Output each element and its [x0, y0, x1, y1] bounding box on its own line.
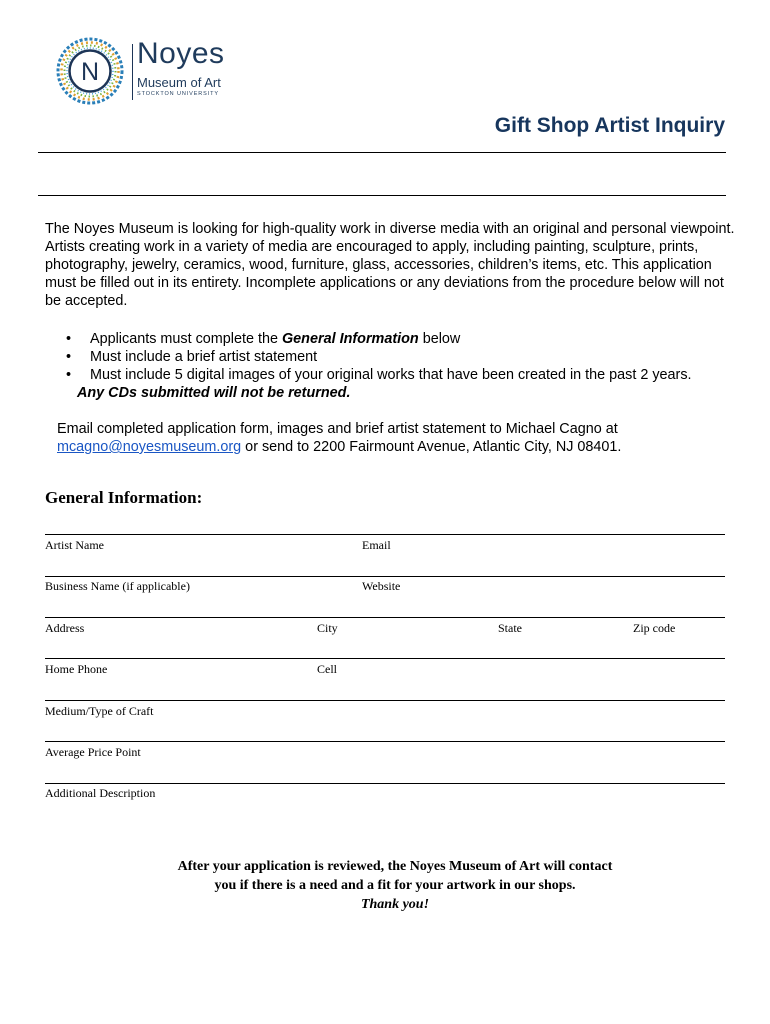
form-rule: [45, 658, 725, 659]
form-rule: [45, 741, 725, 742]
zip-label: Zip code: [633, 621, 676, 635]
bullet-icon: •: [66, 331, 72, 347]
artist-name-input[interactable]: [120, 552, 354, 576]
logo-subtitle: Museum of Art: [137, 75, 221, 90]
home-phone-label: Home Phone: [45, 662, 108, 676]
museum-logo: [55, 36, 230, 106]
website-input[interactable]: [410, 593, 724, 617]
business-name-input[interactable]: [205, 593, 354, 617]
artist-name-label: Artist Name: [45, 538, 104, 552]
list-item: [60, 348, 740, 366]
bullet-emphasis: General Information: [281, 331, 419, 347]
email-label: Email: [362, 538, 391, 552]
page-title: Gift Shop Artist Inquiry: [494, 114, 725, 137]
price-point-label: Average Price Point: [45, 745, 141, 759]
logo-university: STOCKTON UNIVERSITY: [137, 91, 219, 97]
address-label: Address: [45, 621, 85, 635]
cd-note: [60, 384, 740, 402]
closing-message: [95, 857, 695, 914]
additional-description-input[interactable]: [165, 800, 724, 824]
bullet-text: Must include a brief artist statement: [90, 349, 318, 365]
bullet-icon: •: [66, 367, 72, 383]
address-input[interactable]: [95, 634, 309, 658]
logo-ring-icon: [55, 36, 125, 106]
list-item: [60, 330, 740, 348]
city-input[interactable]: [345, 634, 494, 658]
requirements-list: [60, 330, 740, 402]
logo-letter: N: [80, 58, 100, 86]
form-rule: [45, 617, 725, 618]
form-rule: [45, 783, 725, 784]
form-rule: [45, 700, 725, 701]
intro-paragraph: The Noyes Museum is looking for high-quality work in diverse media with an original and personal viewpoint. Artists creating work in a variety of media are encouraged to apply, including painting, sculpture, prints, photography, jewelry, ceramics, wood, furniture, glass, accessories, children’s items, etc. This application must be filled out in its entirety. Incomplete applications or any deviations from the procedure below will not be accepted.: [45, 221, 735, 309]
city-label: City: [317, 621, 338, 635]
mailing-address: or send to 2200 Fairmount Avenue, Atlantic City, NJ 08401.: [241, 439, 622, 455]
email-input[interactable]: [400, 552, 724, 576]
header-rule-bottom: [38, 195, 726, 196]
header-rule-top: [38, 152, 726, 153]
closing-line: you if there is a need and a fit for your artwork in our shops.: [214, 878, 576, 893]
price-point-input[interactable]: [155, 758, 724, 782]
cd-note-text: Any CDs submitted will not be returned.: [77, 385, 351, 401]
cell-label: Cell: [317, 662, 337, 676]
home-phone-input[interactable]: [115, 675, 309, 699]
state-label: State: [498, 621, 522, 635]
email-link[interactable]: mcagno@noyesmuseum.org: [57, 439, 242, 455]
form-rule: [45, 534, 725, 535]
list-item: [60, 366, 740, 384]
closing-line: After your application is reviewed, the Noyes Museum of Art will contact: [177, 859, 613, 874]
logo-divider: [132, 44, 133, 100]
form-rule: [45, 576, 725, 577]
cell-input[interactable]: [345, 675, 724, 699]
medium-input[interactable]: [165, 717, 724, 741]
medium-label: Medium/Type of Craft: [45, 704, 154, 718]
business-name-label: Business Name (if applicable): [45, 579, 190, 593]
bullet-text: Must include 5 digital images of your original works that have been created in the past 2 years.: [90, 367, 692, 383]
additional-description-label: Additional Description: [45, 786, 156, 800]
bullet-text-end: below: [418, 331, 461, 347]
bullet-icon: •: [66, 349, 72, 365]
section-heading: General Information:: [45, 488, 203, 507]
zip-input[interactable]: [685, 634, 727, 658]
logo-name: Noyes: [137, 37, 225, 70]
instructions-line: Email completed application form, images and brief artist statement to Michael Cagno at: [57, 421, 618, 437]
submission-instructions: [57, 420, 737, 456]
website-label: Website: [362, 579, 401, 593]
state-input[interactable]: [530, 634, 629, 658]
thank-you-text: Thank you!: [360, 897, 430, 912]
bullet-text: Applicants must complete the: [90, 331, 282, 347]
